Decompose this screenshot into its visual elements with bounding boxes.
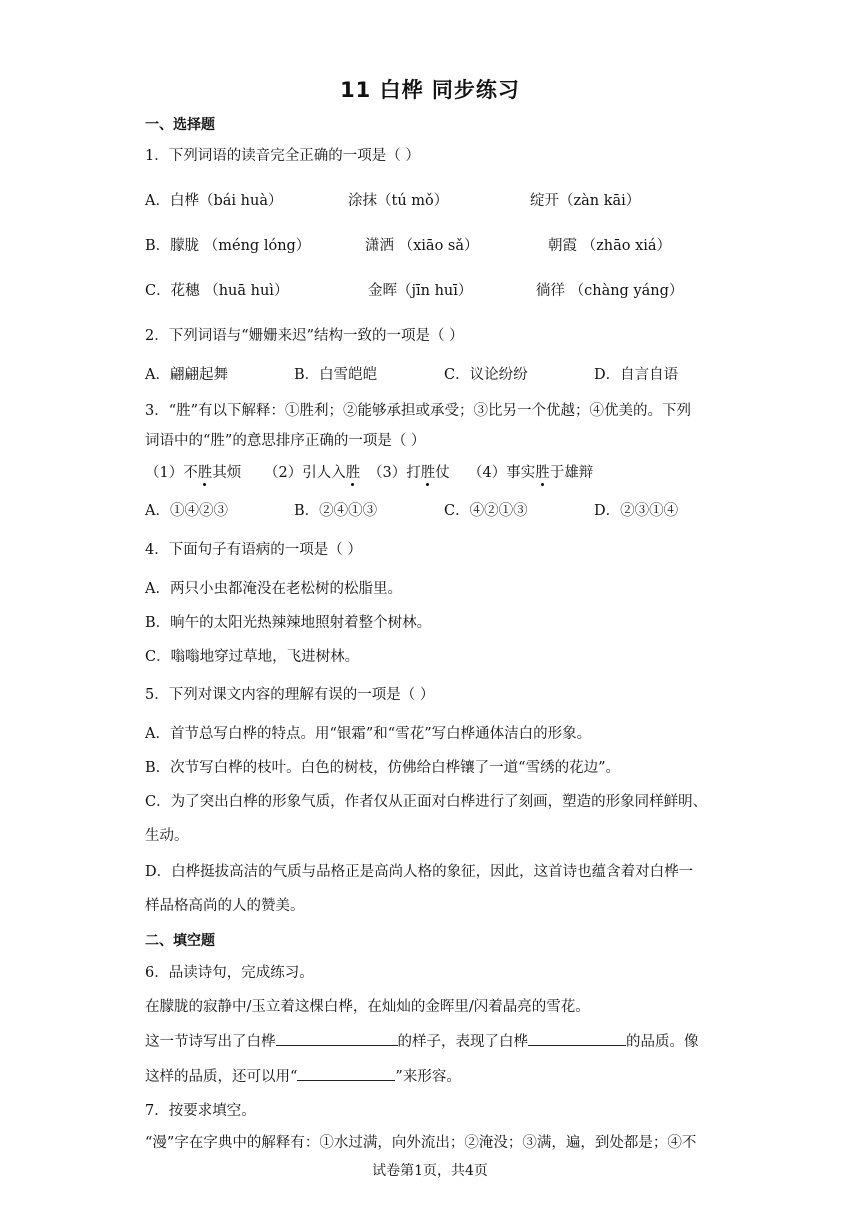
question-4-stem: 4．下面句子有语病的一项是（ ）	[145, 542, 362, 558]
q4-option-c: C．嗡嗡地穿过草地，飞进树林。	[145, 649, 360, 665]
q1-option-b-word3: 朝霞 （zhāo xiá）	[548, 238, 672, 254]
question-2-stem: 2．下列词语与“姗姗来迟”结构一致的一项是（ ）	[145, 328, 464, 344]
q6-blank-3[interactable]	[297, 1066, 395, 1081]
question-7-stem: 7．按要求填空。	[145, 1103, 256, 1119]
q3-item-3: （3）打胜仗	[368, 465, 450, 481]
page-footer: 试卷第1页，共4页	[372, 1163, 488, 1179]
question-5-stem: 5．下列对课文内容的理解有误的一项是（ ）	[145, 687, 435, 703]
q2-option-b: B．白雪皑皑	[294, 367, 378, 383]
question-1-stem: 1．下列词语的读音完全正确的一项是（ ）	[145, 148, 420, 164]
q2-option-c: C．议论纷纷	[444, 367, 528, 383]
q3-option-c: C．④②①③	[444, 503, 528, 519]
q6-blank-2[interactable]	[528, 1031, 626, 1046]
q6-fill-line1: 这一节诗写出了白桦 的样子，表现了白桦 的品质。像	[145, 1031, 699, 1052]
q5-option-c-line1: C．为了突出白桦的形象气质，作者仅从正面对白桦进行了刻画，塑造的形象同样鲜明、	[145, 794, 708, 810]
q7-definition-line: “漫”字在字典中的解释有：①水过满，向外流出；②淹没；③满，遍，到处都是；④不	[145, 1135, 697, 1151]
page-title: 11 白桦 同步练习	[340, 78, 520, 102]
q1-option-c-word1: C．花穗 （huā huì）	[145, 283, 289, 299]
q3-option-d: D．②③①④	[594, 503, 679, 519]
q1-option-c-word2: 金晖（jīn huī）	[368, 283, 473, 299]
q3-item-2: （2）引人入胜	[264, 465, 361, 481]
question-3-stem-line1: 3．“胜”有以下解释：①胜利；②能够承担或承受；③比另一个优越；④优美的。下列	[145, 403, 692, 419]
q5-option-b: B．次节写白桦的枝叶。白色的树枝，仿佛给白桦镶了一道“雪绣的花边”。	[145, 760, 620, 776]
q5-option-a: A．首节总写白桦的特点。用“银霜”和“雪花”写白桦通体洁白的形象。	[145, 726, 592, 742]
q3-item-1: （1）不胜其烦	[145, 465, 242, 481]
q5-option-c-line2: 生动。	[145, 828, 189, 844]
q6-poem: 在朦胧的寂静中/玉立着这棵白桦，在灿灿的金晖里/闪着晶亮的雪花。	[145, 999, 590, 1015]
section-heading-fill: 二、填空题	[145, 933, 215, 949]
q5-option-d-line2: 样品格高尚的人的赞美。	[145, 898, 305, 914]
q1-option-c-word3: 徜徉 （chàng yáng）	[536, 283, 684, 299]
q2-option-d: D．自言自语	[594, 367, 679, 383]
q1-option-a-word1: A．白桦（bái huà）	[145, 193, 283, 209]
q2-option-a: A．翩翩起舞	[145, 367, 228, 383]
q3-option-b: B．②④①③	[294, 503, 378, 519]
q4-option-b: B．晌午的太阳光热辣辣地照射着整个树林。	[145, 615, 432, 631]
question-3-stem-line2: 词语中的“胜”的意思排序正确的一项是（ ）	[145, 433, 426, 449]
question-6-stem: 6．品读诗句，完成练习。	[145, 965, 314, 981]
q5-option-d-line1: D．白桦挺拔高洁的气质与品格正是高尚人格的象征，因此，这首诗也蕴含着对白桦一	[145, 864, 694, 880]
section-heading-choice: 一、选择题	[145, 117, 215, 133]
q1-option-a-word2: 涂抹（tú mǒ）	[348, 193, 449, 209]
q6-blank-1[interactable]	[276, 1031, 398, 1046]
q3-item-4: （4）事实胜于雄辩	[468, 465, 594, 481]
q6-fill-line2: 这样的品质，还可以用“ ”来形容。	[145, 1066, 461, 1087]
q1-option-b-word2: 潇洒 （xiāo sǎ）	[365, 238, 479, 254]
q4-option-a: A．两只小虫都淹没在老松树的松脂里。	[145, 581, 402, 597]
q1-option-b-word1: B．朦胧 （méng lóng）	[145, 238, 311, 254]
q1-option-a-word3: 绽开（zàn kāi）	[530, 193, 641, 209]
q3-option-a: A．①④②③	[145, 503, 228, 519]
